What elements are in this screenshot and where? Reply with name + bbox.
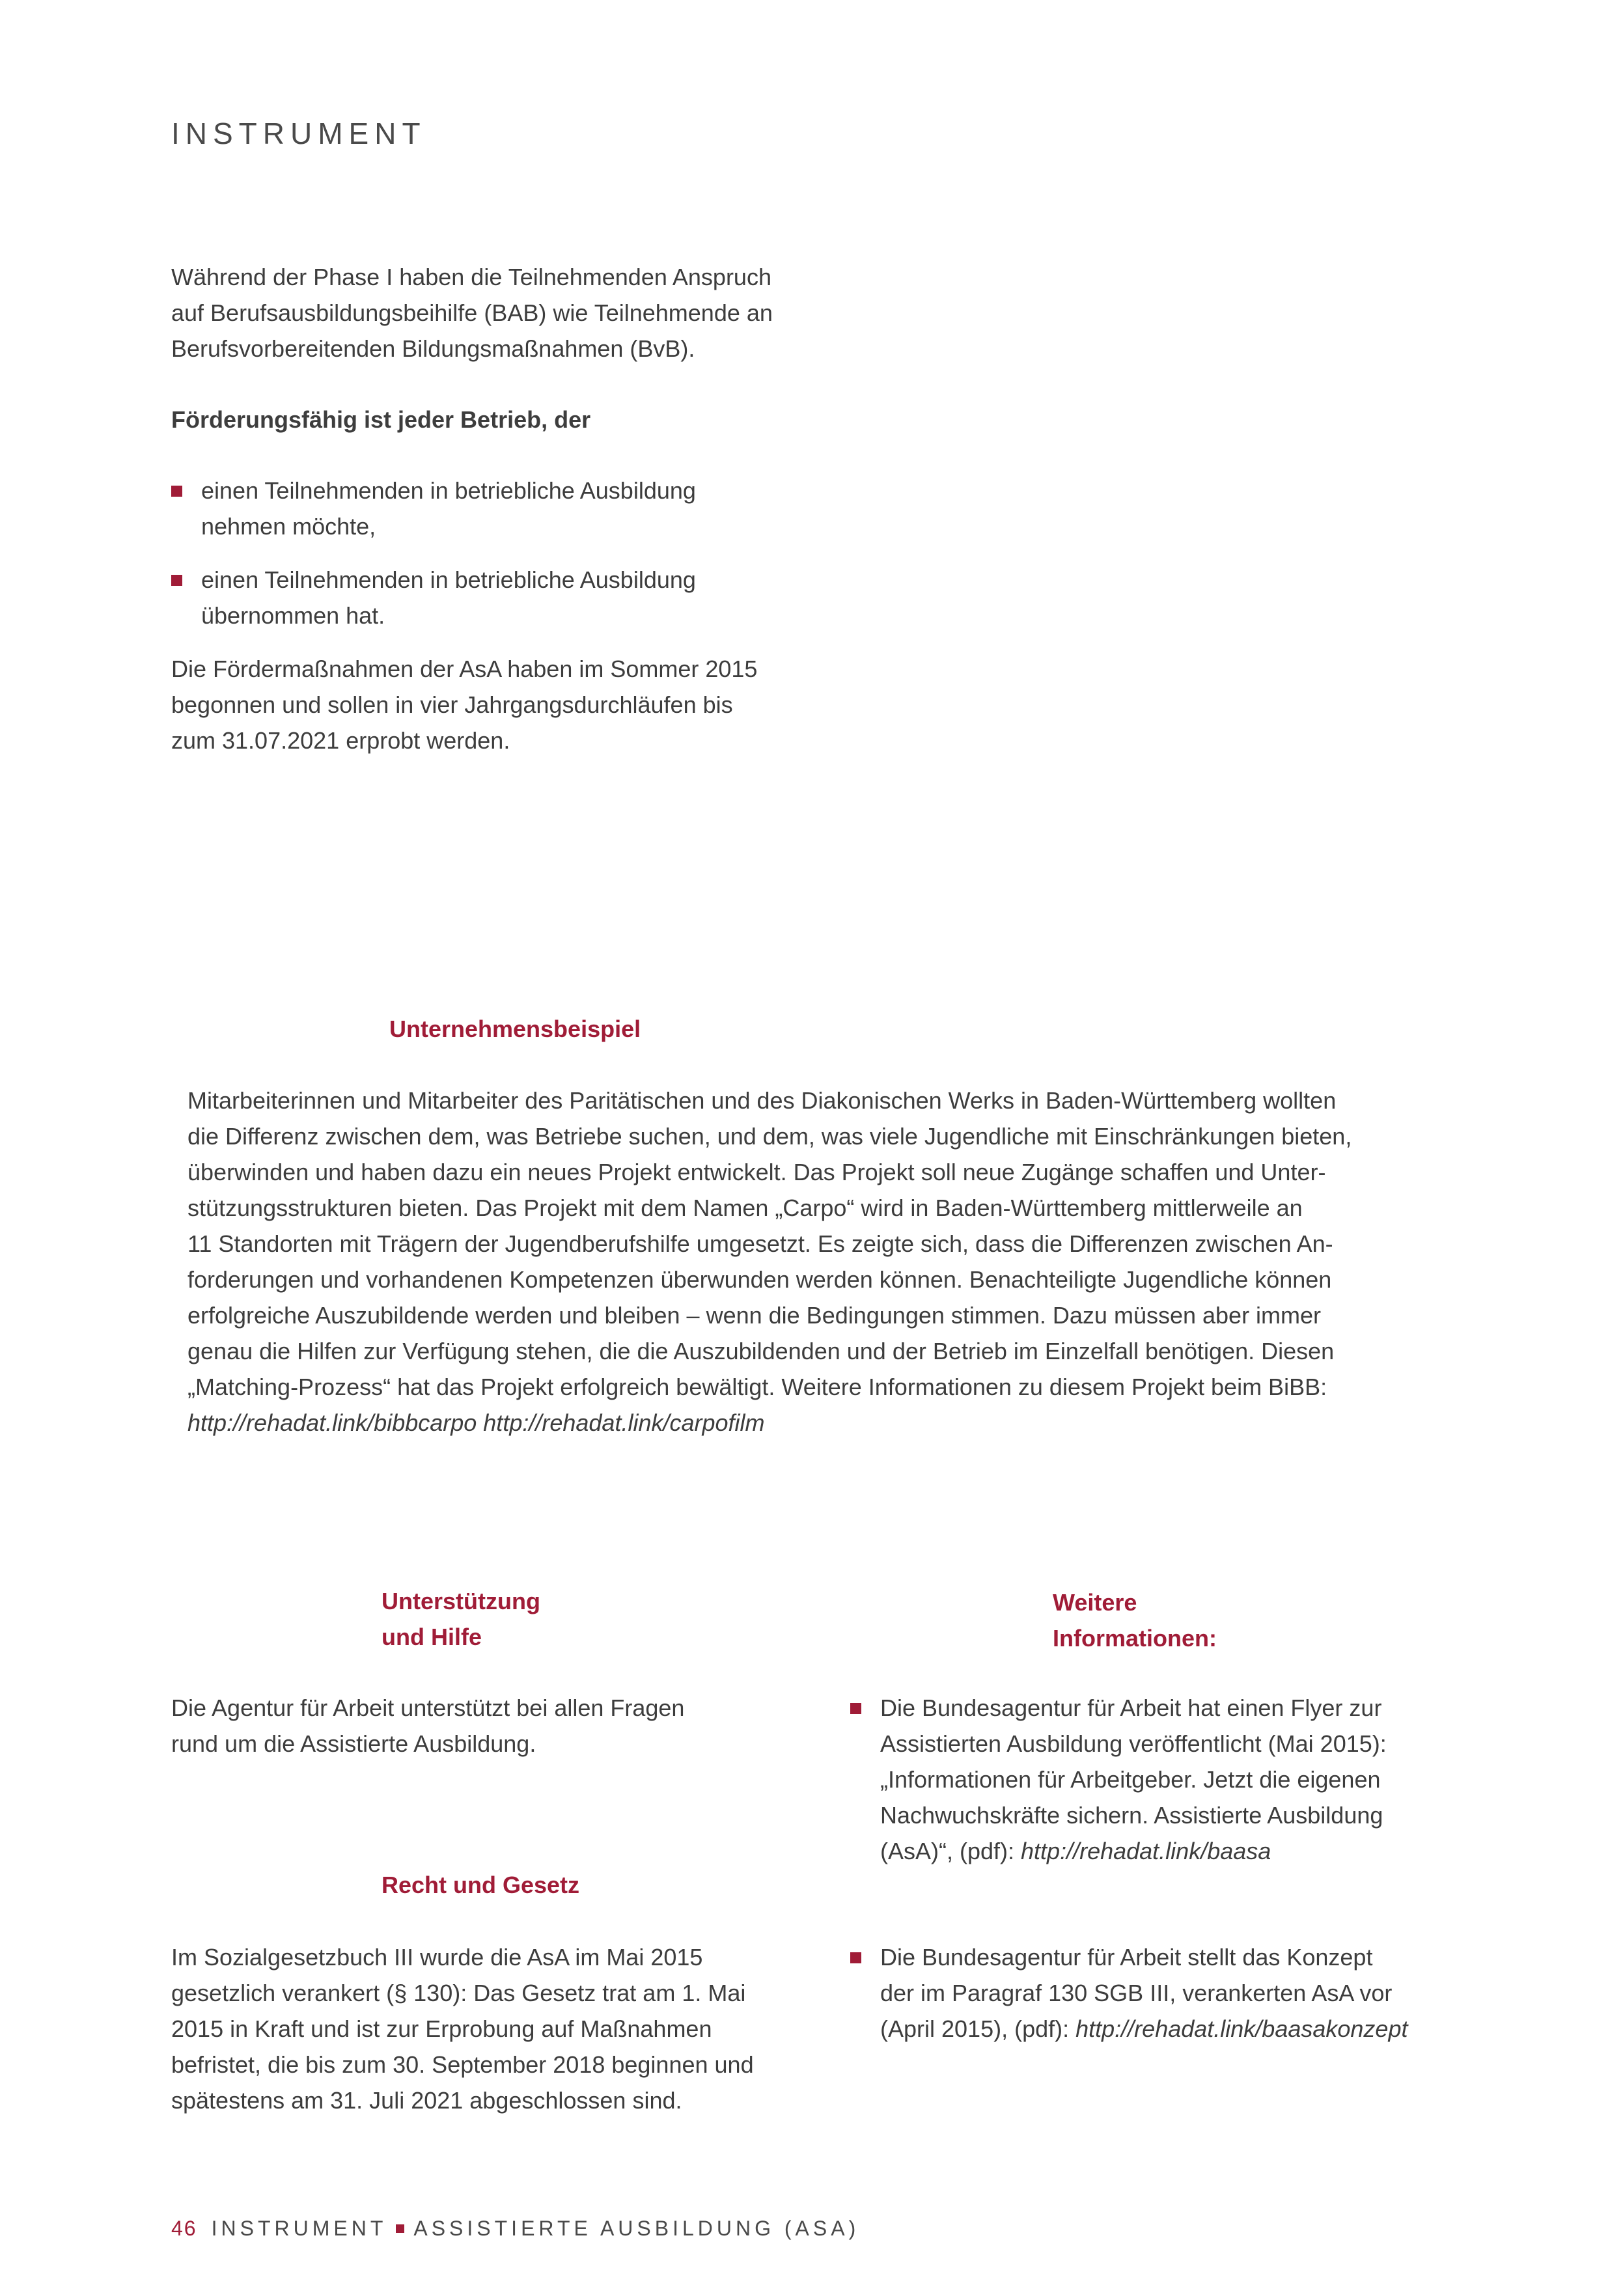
- text-segment: (AsA)“, (pdf):: [880, 1838, 1021, 1864]
- intro-closing: [171, 651, 822, 758]
- footer-section: INSTRUMENT: [211, 2217, 387, 2240]
- text-line: nehmen möchte,: [201, 513, 376, 540]
- example-text: [187, 1083, 1490, 1441]
- page-section-title: INSTRUMENT: [171, 117, 426, 150]
- text-segment: (April 2015), (pdf):: [880, 2015, 1076, 2042]
- list-item: [850, 1690, 1387, 1869]
- law-text: [171, 1939, 822, 2118]
- page-footer: [171, 2217, 859, 2241]
- footer-title: ASSISTIERTE AUSBILDUNG (ASA): [413, 2217, 860, 2240]
- text-line: Im Sozialgesetzbuch III wurde die AsA im Mai 2015: [171, 1944, 703, 1971]
- text-line: „Matching-Prozess“ hat das Projekt erfolgreich bewältigt. Weitere Informationen zu diesem Projekt beim BiBB:: [187, 1374, 1327, 1400]
- law-heading: Recht und Gesetz: [381, 1872, 580, 1898]
- text-line: spätestens am 31. Juli 2021 abgeschlossen sind.: [171, 2087, 682, 2114]
- support-heading: [381, 1583, 540, 1655]
- text-line: einen Teilnehmenden in betriebliche Ausbildung: [201, 566, 696, 593]
- text-line: einen Teilnehmenden in betriebliche Ausbildung: [201, 477, 696, 504]
- text-line: rund um die Assistierte Ausbildung.: [171, 1730, 536, 1757]
- text-line: Nachwuchskräfte sichern. Assistierte Ausbildung: [880, 1802, 1383, 1829]
- text-line: Berufsvorbereitenden Bildungsmaßnahmen (BvB).: [171, 335, 695, 362]
- text-line: Die Bundesagentur für Arbeit stellt das Konzept: [880, 1944, 1373, 1971]
- list-item: [171, 562, 696, 633]
- text-line: genau die Hilfen zur Verfügung stehen, die die Auszubildenden und der Betrieb im Einzelfall benötigen. Diesen: [187, 1338, 1335, 1364]
- example-links[interactable]: http://rehadat.link/bibbcarpo http://rehadat.link/carpofilm: [187, 1409, 765, 1436]
- text-line: „Informationen für Arbeitgeber. Jetzt die eigenen: [880, 1766, 1381, 1793]
- text-line: [880, 2011, 1408, 2047]
- intro-paragraph: [171, 259, 822, 367]
- bullet-square-icon: [850, 1703, 861, 1714]
- text-line: Mitarbeiterinnen und Mitarbeiter des Paritätischen und des Diakonischen Werks in Baden-Württemberg wollten: [187, 1087, 1337, 1114]
- text-line: Während der Phase I haben die Teilnehmenden Anspruch: [171, 264, 771, 290]
- text-line: [880, 1833, 1387, 1869]
- bullet-square-icon: [850, 1952, 861, 1963]
- text-line: gesetzlich verankert (§ 130): Das Gesetz trat am 1. Mai: [171, 1980, 746, 2006]
- text-line: übernommen hat.: [201, 602, 385, 629]
- support-text: [171, 1690, 822, 1762]
- text-line: die Differenz zwischen dem, was Betriebe suchen, und dem, was viele Jugendliche mit Einschränkungen bieten,: [187, 1123, 1352, 1150]
- text-line: 11 Standorten mit Trägern der Jugendberufshilfe umgesetzt. Es zeigte sich, dass die Differenzen zwischen An-: [187, 1230, 1333, 1257]
- text-line: auf Berufsausbildungsbeihilfe (BAB) wie Teilnehmende an: [171, 299, 773, 326]
- text-line: erfolgreiche Auszubildende werden und bleiben – wenn die Bedingungen stimmen. Dazu müssen aber immer: [187, 1302, 1322, 1329]
- intro-subheading: Förderungsfähig ist jeder Betrieb, der: [171, 406, 591, 433]
- page-number: 46: [171, 2217, 197, 2240]
- text-line: befristet, die bis zum 30. September 2018 beginnen und: [171, 2051, 754, 2078]
- text-line: begonnen und sollen in vier Jahrgangsdurchläufen bis: [171, 691, 733, 718]
- more-info-heading: [1053, 1584, 1217, 1656]
- pdf-link[interactable]: http://rehadat.link/baasakonzept: [1075, 2015, 1408, 2042]
- text-line: Die Agentur für Arbeit unterstützt bei allen Fragen: [171, 1694, 685, 1721]
- bullet-square-icon: [171, 486, 182, 497]
- bullet-square-icon: [171, 575, 182, 586]
- text-line: überwinden und haben dazu ein neues Projekt entwickelt. Das Projekt soll neue Zugänge schaffen und Unter-: [187, 1159, 1326, 1185]
- heading-line: Weitere: [1053, 1589, 1137, 1616]
- text-line: stützungsstrukturen bieten. Das Projekt mit dem Namen „Carpo“ wird in Baden-Württemberg mittlerweile an: [187, 1195, 1303, 1221]
- example-heading: Unternehmensbeispiel: [389, 1016, 641, 1042]
- pdf-link[interactable]: http://rehadat.link/baasa: [1021, 1838, 1271, 1864]
- text-line: zum 31.07.2021 erprobt werden.: [171, 727, 510, 754]
- text-line: forderungen und vorhandenen Kompetenzen überwunden werden können. Benachteiligte Jugendliche können: [187, 1266, 1332, 1293]
- heading-line: Informationen:: [1053, 1625, 1217, 1652]
- text-line: Die Bundesagentur für Arbeit hat einen Flyer zur: [880, 1694, 1382, 1721]
- text-line: der im Paragraf 130 SGB III, verankerten AsA vor: [880, 1980, 1393, 2006]
- heading-line: Unterstützung: [381, 1588, 540, 1614]
- footer-separator-icon: [396, 2224, 404, 2233]
- text-line: 2015 in Kraft und ist zur Erprobung auf Maßnahmen: [171, 2015, 712, 2042]
- list-item: [171, 473, 696, 544]
- text-line: Assistierten Ausbildung veröffentlicht (Mai 2015):: [880, 1730, 1387, 1757]
- heading-line: und Hilfe: [381, 1624, 482, 1650]
- list-item: [850, 1939, 1408, 2047]
- text-line: Die Fördermaßnahmen der AsA haben im Sommer 2015: [171, 656, 758, 682]
